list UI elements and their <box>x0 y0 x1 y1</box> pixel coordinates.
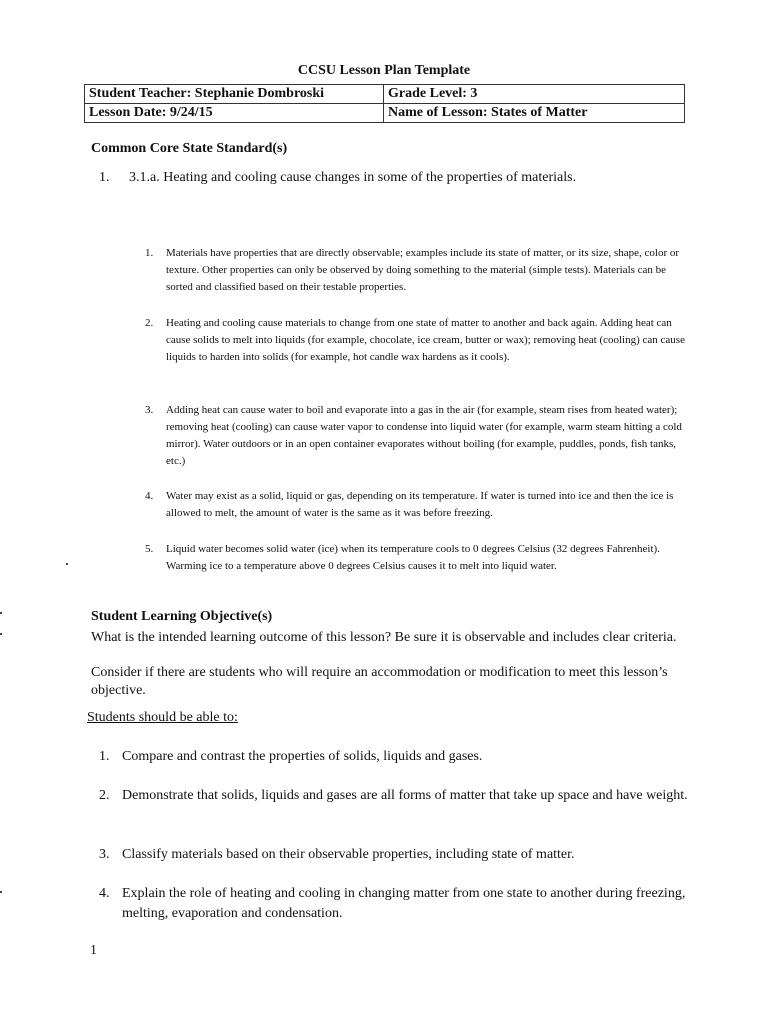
objective-number: 4. <box>99 886 110 901</box>
standard-sub-item <box>145 488 690 522</box>
standard-sub-item <box>145 315 690 366</box>
sub-item-text: Liquid water becomes solid water (ice) when its temperature cools to 0 degrees Celsius (32 degrees Fahrenheit). Warming ice to a temperature above 0 degrees Celsius causes it to melt into liquid water. <box>166 543 660 572</box>
sub-item-text: Adding heat can cause water to boil and evaporate into a gas in the air (for example, steam rises from heated water); removing heat (cooling) can cause water vapor to condense into liquid water (for example, warm steam hitting a cold mirror). Water outdoors or in an open container evaporates without boiling (for example, puddles, ponds, fish tanks, etc.) <box>166 404 682 467</box>
students-able-heading: Students should be able to: <box>87 710 238 725</box>
student-teacher-cell: Student Teacher: Stephanie Dombroski <box>85 85 384 104</box>
standards-heading: Common Core State Standard(s) <box>91 141 288 156</box>
objective-item <box>99 845 699 865</box>
sub-item-text: Water may exist as a solid, liquid or gas, depending on its temperature. If water is turned into ice and then the ice is allowed to melt, the amount of water is the same as it was before freezing. <box>166 490 674 519</box>
objective-prompt: What is the intended learning outcome of this lesson? Be sure it is observable and includes clear criteria. <box>91 630 677 645</box>
standard-main-item <box>99 170 576 186</box>
sub-item-text: Materials have properties that are directly observable; examples include its state of matter, or its size, shape, color or texture. Other properties can only be observed by doing something to the material (simple tests). Materials can be sorted and classified based on their testable properties. <box>166 247 680 293</box>
sub-item-number: 2. <box>145 317 154 329</box>
info-row <box>85 104 685 123</box>
standard-sub-item <box>145 245 690 296</box>
standard-main-text: 3.1.a. Heating and cooling cause changes in some of the properties of materials. <box>129 170 577 185</box>
lesson-info-table <box>84 84 685 123</box>
standard-main-number: 1. <box>99 170 110 185</box>
standard-sub-item <box>145 541 690 575</box>
info-row <box>85 85 685 104</box>
objective-text: Compare and contrast the properties of solids, liquids and gases. <box>122 749 483 764</box>
objectives-heading: Student Learning Objective(s) <box>91 609 273 624</box>
sub-item-number: 1. <box>145 247 154 259</box>
scan-artifact <box>0 612 2 614</box>
objective-number: 1. <box>99 749 110 764</box>
page-number: 1 <box>90 943 97 958</box>
scan-artifact <box>0 633 2 635</box>
objective-item <box>99 884 699 924</box>
objective-item <box>99 747 699 767</box>
lesson-name-cell: Name of Lesson: States of Matter <box>384 104 685 123</box>
sub-item-text: Heating and cooling cause materials to change from one state of matter to another and back again. Adding heat can cause solids to melt into liquids (for example, chocolate, ice cream, butter or wax); removing heat (cooling) can cause liquids to harden into solids (for example, hot candle wax hardens as it cools). <box>166 317 685 363</box>
objective-text: Explain the role of heating and cooling in changing matter from one state to another during freezing, melting, evaporation and condensation. <box>122 886 686 921</box>
objective-text: Classify materials based on their observable properties, including state of matter. <box>122 847 575 862</box>
lesson-date-cell: Lesson Date: 9/24/15 <box>85 104 384 123</box>
accommodation-prompt: Consider if there are students who will require an accommodation or modification to meet this lesson’s objective. <box>91 665 668 698</box>
document-title: CCSU Lesson Plan Template <box>297 63 471 78</box>
sub-item-number: 4. <box>145 490 154 502</box>
objective-number: 2. <box>99 788 110 803</box>
scan-artifact <box>0 891 2 893</box>
objective-text: Demonstrate that solids, liquids and gases are all forms of matter that take up space and have weight. <box>122 788 688 803</box>
scan-artifact <box>66 563 68 565</box>
objective-item <box>99 786 699 806</box>
sub-item-number: 3. <box>145 404 154 416</box>
grade-level-cell: Grade Level: 3 <box>384 85 685 104</box>
objective-number: 3. <box>99 847 110 862</box>
sub-item-number: 5. <box>145 543 154 555</box>
standard-sub-item <box>145 402 690 470</box>
